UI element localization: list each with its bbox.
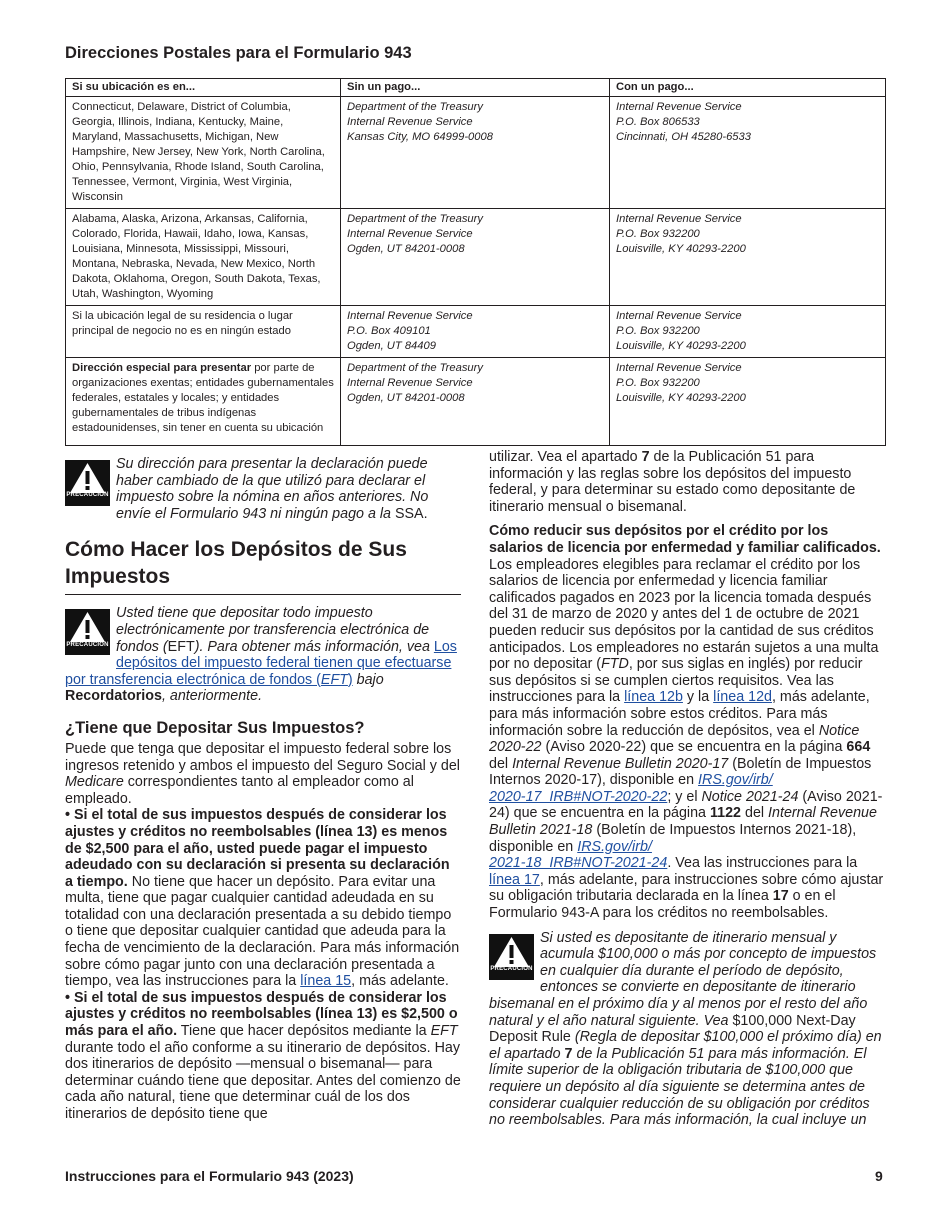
caution-note-address [65,456,461,522]
caution-text: Usted tiene que depositar todo impuesto electrónicamente por transferencia electrónica de fondos ( [116,605,430,655]
with-payment-address [610,306,886,358]
caution-text: de la Publicación 51 para más información. El límite superior de la obligación tributaria de $100,000 que requiere un depósito al día siguiente se determina antes de considerar cualquier reducción de su obligación por créditos no reembolsables. Para más información, la cual incluye un [489,1045,870,1129]
ssa-text: SSA. [394,505,428,522]
deposit-rule-text: $100,000 Next-Day Deposit Rule [489,1012,856,1046]
caution-text: ). Para obtener más información, vea [194,638,434,655]
page-title: Direcciones Postales para el Formulario 943 [65,44,412,62]
address-line: Kansas City, MO 64999-0008 [347,131,493,143]
address-line: Department of the Treasury [347,101,483,113]
table-header-row [66,79,886,97]
table-row [66,306,886,358]
caution-note-100000-rule [489,930,885,1129]
line-15-link[interactable]: línea 15 [300,973,352,990]
caution-note-eft [65,605,461,705]
caution-text: Si usted es depositante de itinerario mensual y acumula $100,000 o más por concepto de impuestos en cualquier día durante el período de depósito, entonces se convierte en depositante de itinerario bisemanal en el próximo día y al menos por el resto del año natural y el año natural siguiente. Vea [489,929,877,1029]
location-cell: Alabama, Alaska, Arizona, Arkansas, California, Colorado, Florida, Hawaii, Idaho, Iowa, Kansas, Louisiana, Minnesota, Mississippi, Missouri, Montana, Nebraska, Nevada, New Mexico, North Dakota, Oklahoma, Oregon, South Dakota, Texas, Utah, Washington, Wyoming [66,209,341,306]
caution-text: bajo [352,671,384,688]
address-line: Ogden, UT 84201-0008 [347,243,465,255]
column-header-without-payment: Sin un pago... [341,79,610,97]
without-payment-address [341,306,610,358]
line-12d-link[interactable]: línea 12d [713,689,772,706]
caution-text: Su dirección para presentar la declaración puede haber cambiado de la que utilizó para declarar el impuesto sobre la nómina en años anteriores. No envíe el Formulario 943 ni ningún pago a la [116,456,429,522]
with-payment-address [610,209,886,306]
address-line: Louisville, KY 40293-2200 [616,392,746,404]
address-line: Internal Revenue Service [616,213,742,225]
address-line: P.O. Box 932200 [616,228,700,240]
continuation-paragraph: utilizar. Vea el apartado 7 de la Publicación 51 para información y las reglas sobre los depósitos del impuesto federal, y para determinar su estado como depositante de itinerario mensual o bisemanal. [489,449,856,515]
caution-icon: PRECAUCIÓN [489,934,534,980]
table-row [66,209,886,306]
intro-paragraph: Puede que tenga que depositar el impuesto federal sobre los ingresos retenido y ambos el impuesto del Seguro Social y del Medicare correspondientes tanto al empleador como al empleado. [65,740,460,807]
line-12b-link[interactable]: línea 12b [624,689,683,706]
subheading: ¿Tiene que Depositar Sus Impuestos? [65,718,365,737]
with-payment-address [610,358,886,446]
caution-text: , anteriormente. [161,688,263,705]
line-17-link[interactable]: línea 17 [489,871,540,888]
location-cell: Connecticut, Delaware, District of Columbia, Georgia, Illinois, Indiana, Kentucky, Maine, Maryland, Massachusetts, Michigan, New Hampshire, New Jersey, New York, North Carolina, Ohio, Pennsylvania, Rhode Island, South Carolina, Tennessee, Vermont, Virginia, West Virginia, Wisconsin [66,97,341,209]
with-payment-address [610,97,886,209]
location-cell-bold: Dirección especial para presentar [72,362,252,374]
location-cell: Si la ubicación legal de su residencia o lugar principal de negocio no es en ningún estado [66,306,341,358]
right-column [489,449,885,1129]
without-payment-address [341,358,610,446]
reminders-text: Recordatorios [65,688,162,705]
table-row [66,358,886,446]
without-payment-address [341,97,610,209]
mailing-address-table [65,78,886,446]
caution-text: (Regla de depositar $100,000 el próximo día) en el apartado [489,1029,882,1062]
column-header-with-payment: Con un pago... [610,79,886,97]
caution-icon: PRECAUCIÓN [65,460,110,506]
eft-deposits-link[interactable]: Los depósitos del impuesto federal tienen que efectuarse por transferencia electrónica de fondos (EFT) [65,638,457,688]
address-line: Louisville, KY 40293-2200 [616,243,746,255]
address-line: Internal Revenue Service [347,228,473,240]
address-line: P.O. Box 409101 [347,325,431,337]
address-line: Department of the Treasury [347,362,483,374]
left-column [65,456,461,1123]
address-line: P.O. Box 932200 [616,325,700,337]
column-header-location: Si su ubicación es en... [66,79,341,97]
irb-2020-17-link[interactable]: IRS.gov/irb/ 2020-17_IRB#NOT-2020-22 [489,772,773,805]
location-cell-text: por parte de organizaciones exentas; entidades gubernamentales federales, estatales y locales; y entidades gubernamentales de tribus indígenas estadounidenses, sin tener en cuenta su ubicación [72,362,334,434]
location-cell [66,358,341,446]
address-line: Cincinnati, OH 45280-6533 [616,131,751,143]
address-line: Internal Revenue Service [347,116,473,128]
address-line: P.O. Box 932200 [616,377,700,389]
page-number: 9 [875,1168,883,1184]
eft-text: EFT [167,638,195,655]
caution-icon: PRECAUCIÓN [65,609,110,655]
address-line: P.O. Box 806533 [616,116,700,128]
section-heading: Cómo Hacer los Depósitos de Sus Impuestos [65,536,461,595]
address-line: Department of the Treasury [347,213,483,225]
bullet-2500-or-more: • Si el total de sus impuestos después de considerar los ajustes y créditos no reembolsables (línea 13) es $2,500 o más para el año. Tiene que hacer depósitos mediante la EFT durante todo el año conforme a su itinerario de depósitos. Hay dos itinerarios de depósito —mensual o bisemanal— para determinar cuándo tiene que depositar. Antes del comienzo de cada año natural, tiene que determinar cuál de los dos itinerarios de depósito tiene que [65,989,461,1122]
address-line: Ogden, UT 84201-0008 [347,392,465,404]
address-line: Internal Revenue Service [616,101,742,113]
address-line: Internal Revenue Service [616,310,742,322]
bullet-under-2500: • Si el total de sus impuestos después de considerar los ajustes y créditos no reembolsables (línea 13) es menos de $2,500 para el año, usted puede pagar el impuesto adeudado con su declaración si presenta su declaración a tiempo. No tiene que hacer un depósito. Para evitar una multa, tiene que pagar cualquier cantidad adeudada en su totalidad con una declaración presentada a su debido tiempo o tiene que depositar cualquier cantidad que adeuda para la fecha de vencimiento de la declaración. Para más información sobre cómo pagar junto con una declaración presentada a tiempo, vea las instrucciones para la línea 15, más adelante. [65,807,460,990]
address-line: Internal Revenue Service [347,377,473,389]
table-row [66,97,886,209]
footer-title: Instrucciones para el Formulario 943 (2023) [65,1168,354,1184]
address-line: Louisville, KY 40293-2200 [616,340,746,352]
address-line: Internal Revenue Service [347,310,473,322]
address-line: Internal Revenue Service [616,362,742,374]
irb-2021-18-link[interactable]: IRS.gov/irb/ 2021-18_IRB#NOT-2021-24 [489,838,668,872]
address-line: Ogden, UT 84409 [347,340,436,352]
credits-paragraph: Cómo reducir sus depósitos por el crédito por los salarios de licencia por enfermedad y familiar calificados. Los empleadores elegibles para reclamar el crédito por los salarios de licencia por enfermedad y licencia familiar calificados pagados en 2023 por la licencia tomada después del 31 de marzo de 2020 y antes del 1 de octubre de 2021 pueden reducir sus depósitos por la cantidad de sus créditos anticipados. Los empleadores no estarán sujetos a una multa por no depositar (FTD, por sus siglas en inglés) por reducir sus depósitos si se cumplen ciertos requisitos. Vea las instrucciones para la línea 12b y la línea 12d, más adelante, para más información sobre estos créditos. Para más información sobre la reducción de depósitos, vea el Notice 2020-22 (Aviso 2020-22) que se encuentra en la página 664 del Internal Revenue Bulletin 2020-17 (Boletín de Impuestos Internos 2020-17), disponible en IRS.gov/irb/ 2020-17_IRB#NOT-2020-22; y el Notice 2021-24 (Aviso 2021-24) que se encuentra en la página 1122 del Internal Revenue Bulletin 2021-18 (Boletín de Impuestos Internos 2021-18), disponible en IRS.gov/irb/ 2021-18_IRB#NOT-2021-24. Vea las instrucciones para la línea 17, más adelante, para instrucciones sobre cómo ajustar su obligación tributaria declarada en la línea 17 o en el Formulario 943-A para los créditos no reembolsables. [489,523,884,922]
without-payment-address [341,209,610,306]
section-number: 7 [564,1045,573,1062]
